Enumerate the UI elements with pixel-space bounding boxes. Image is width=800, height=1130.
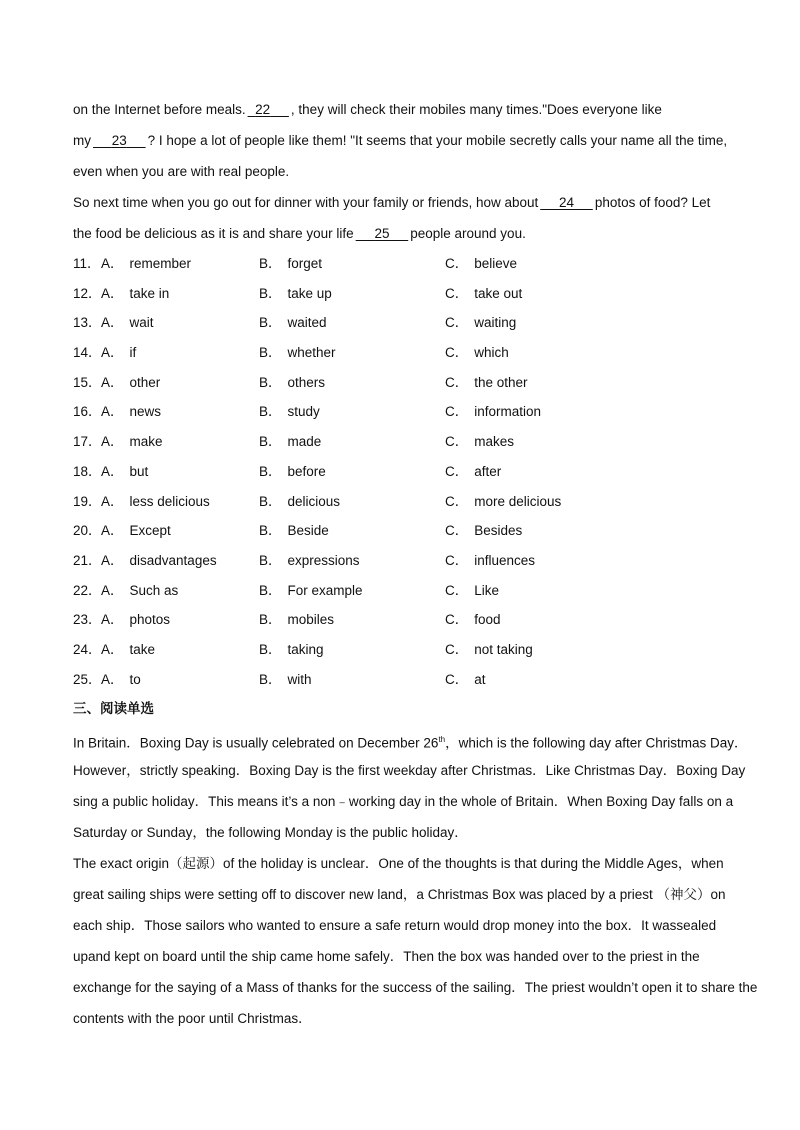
option-text: to (129, 671, 141, 687)
reading-text: In Britain．Boxing Day is usually celebrated on December 26 (73, 735, 439, 751)
blank-field (246, 94, 291, 125)
option-letter: A． (101, 493, 124, 509)
passage-line (73, 125, 733, 156)
option-letter: B． (259, 671, 282, 687)
option-text: influences (474, 552, 536, 568)
option-letter: C． (445, 493, 469, 509)
option-letter: C． (445, 671, 469, 687)
reading-line: great sailing ships were setting off to discover new land，a Christmas Box was placed by a priest （神父）on (73, 887, 726, 903)
passage-text: even when you are with real people. (73, 164, 290, 179)
question-row (73, 546, 733, 576)
option-a[interactable] (101, 368, 259, 398)
option-letter: B． (259, 256, 282, 271)
question-number: 12． (73, 285, 102, 301)
option-a[interactable] (101, 546, 259, 576)
option-text: but (129, 463, 149, 479)
question-number: 18． (73, 463, 102, 479)
option-b[interactable] (259, 249, 445, 279)
option-c[interactable] (445, 249, 645, 279)
option-text: before (287, 463, 326, 479)
question-row (73, 279, 733, 309)
reading-passage (73, 724, 758, 1034)
option-b[interactable] (259, 487, 445, 517)
question-list (73, 249, 733, 694)
reading-line: exchange for the saying of a Mass of thanks for the success of the sailing．The priest wouldn’t open it to share the (73, 980, 758, 996)
passage-line (73, 187, 733, 218)
option-text: not taking (474, 641, 533, 657)
option-letter: B． (259, 552, 282, 568)
question-number: 24． (73, 641, 102, 657)
passage-text: ? I hope a lot of people like them! "It seems that your mobile secretly calls your name all the time, (147, 133, 728, 148)
option-a[interactable] (101, 279, 259, 309)
option-letter: C． (445, 256, 469, 271)
option-a[interactable] (101, 427, 259, 457)
option-letter: B． (259, 404, 282, 420)
passage-line (73, 218, 733, 249)
option-b[interactable] (259, 457, 445, 487)
option-text: at (474, 671, 486, 687)
option-letter: C． (445, 404, 469, 420)
option-text: Beside (287, 523, 329, 539)
option-text: expressions (287, 552, 360, 568)
option-letter: A． (101, 523, 124, 539)
passage-text: , they will check their mobiles many times."Does everyone like (290, 102, 662, 117)
question-row (73, 397, 733, 427)
passage-text: people around you. (410, 226, 526, 241)
option-letter: C． (445, 463, 469, 479)
option-text: makes (474, 434, 515, 450)
question-row (73, 427, 733, 457)
option-c[interactable] (445, 338, 645, 368)
blank-field (538, 187, 595, 218)
passage-text: photos of food? Let (594, 195, 711, 210)
document-page (73, 94, 758, 1034)
option-text: disadvantages (129, 552, 217, 568)
option-letter: B． (259, 345, 282, 361)
passage-line (73, 94, 733, 125)
blank-number: 22 (255, 102, 271, 117)
option-text: taking (287, 641, 324, 657)
passage-text: my (73, 133, 91, 148)
option-letter: B． (259, 434, 282, 450)
reading-line: Saturday or Sunday，the following Monday is the public holiday． (73, 825, 468, 841)
question-number: 11． (73, 256, 101, 271)
option-b[interactable] (259, 279, 445, 309)
option-c[interactable] (445, 665, 645, 695)
question-number: 16． (73, 404, 102, 420)
option-text: take up (287, 285, 332, 301)
option-letter: A． (101, 552, 124, 568)
question-row (73, 338, 733, 368)
reading-line: sing a public holiday．This means it’s a non﹣working day in the whole of Britain．When Boxing Day falls on a (73, 794, 734, 810)
question-number: 14． (73, 345, 102, 361)
option-letter: B． (259, 612, 282, 628)
option-text: delicious (287, 493, 341, 509)
option-letter: A． (101, 582, 124, 598)
option-text: wait (129, 315, 154, 331)
option-text: if (129, 345, 137, 361)
blank-field (91, 125, 148, 156)
option-letter: C． (445, 612, 469, 628)
question-number: 25． (73, 671, 102, 687)
option-text: whether (287, 345, 336, 361)
option-text: Except (129, 523, 171, 539)
option-letter: C． (445, 552, 469, 568)
option-c[interactable] (445, 516, 645, 546)
blank-number: 23 (111, 133, 127, 148)
option-b[interactable] (259, 368, 445, 398)
option-a[interactable] (101, 635, 259, 665)
option-a[interactable] (101, 397, 259, 427)
option-letter: B． (259, 523, 282, 539)
option-text: Such as (129, 582, 179, 598)
option-text: others (287, 374, 326, 390)
option-text: study (287, 404, 320, 420)
option-c[interactable] (445, 397, 645, 427)
option-text: believe (474, 256, 518, 271)
option-a[interactable] (101, 308, 259, 338)
option-a[interactable] (101, 338, 259, 368)
reading-line: contents with the poor until Christmas． (73, 1011, 312, 1027)
option-letter: A． (101, 671, 124, 687)
option-letter: A． (101, 315, 124, 331)
option-letter: A． (101, 285, 124, 301)
option-letter: C． (445, 523, 469, 539)
question-number: 17． (73, 434, 102, 450)
option-c[interactable] (445, 279, 645, 309)
option-text: made (287, 434, 322, 450)
option-text: after (474, 463, 502, 479)
option-c[interactable] (445, 546, 645, 576)
option-text: which (474, 345, 509, 361)
blank-number: 24 (559, 195, 575, 210)
option-letter: C． (445, 582, 469, 598)
ordinal-suffix: th (438, 735, 446, 745)
option-b[interactable] (259, 338, 445, 368)
question-row (73, 308, 733, 338)
blank-number: 25 (374, 226, 390, 241)
option-letter: C． (445, 285, 469, 301)
option-text: For example (287, 582, 363, 598)
option-text: take in (129, 285, 170, 301)
reading-line: However，strictly speaking．Boxing Day is the first weekday after Christmas．Like Christmas Day．Boxing Day (73, 763, 746, 779)
option-text: take out (474, 285, 523, 301)
option-text: with (287, 671, 312, 687)
question-row (73, 516, 733, 546)
option-a[interactable] (101, 576, 259, 606)
option-c[interactable] (445, 487, 645, 517)
option-letter: C． (445, 434, 469, 450)
option-letter: A． (101, 374, 124, 390)
option-letter: A． (101, 641, 124, 657)
option-letter: B． (259, 641, 282, 657)
option-letter: B． (259, 315, 282, 331)
option-c[interactable] (445, 457, 645, 487)
option-letter: C． (445, 315, 469, 331)
option-a[interactable] (101, 487, 259, 517)
reading-line: each ship．Those sailors who wanted to ensure a safe return would drop money into the box．It wassealed (73, 918, 717, 934)
option-text: the other (474, 374, 528, 390)
option-letter: C． (445, 345, 469, 361)
option-text: information (474, 404, 542, 420)
question-number: 13． (73, 315, 102, 331)
option-text: mobiles (287, 612, 335, 628)
section-title: 三、阅读单选 (73, 701, 154, 718)
option-text: make (129, 434, 163, 450)
reading-line (73, 724, 748, 755)
question-row (73, 368, 733, 398)
passage-text: the food be delicious as it is and share your life (73, 226, 354, 241)
option-text: waited (287, 315, 327, 331)
option-text: more delicious (474, 493, 562, 509)
reading-line: The exact origin（起源）of the holiday is unclear．One of the thoughts is that during the Middle Ages，when (73, 856, 724, 872)
question-row (73, 457, 733, 487)
option-c[interactable] (445, 576, 645, 606)
option-letter: A． (101, 404, 124, 420)
option-letter: C． (445, 374, 469, 390)
option-c[interactable] (445, 308, 645, 338)
option-c[interactable] (445, 427, 645, 457)
option-a[interactable] (101, 249, 259, 279)
question-row (73, 605, 733, 635)
option-b[interactable] (259, 308, 445, 338)
option-text: Like (474, 582, 500, 598)
reading-text: ，which is the following day after Christmas Day． (445, 735, 748, 751)
option-b[interactable] (259, 635, 445, 665)
option-letter: C． (445, 641, 469, 657)
option-c[interactable] (445, 605, 645, 635)
option-text: waiting (474, 315, 517, 331)
option-letter: A． (101, 345, 124, 361)
option-letter: B． (259, 285, 282, 301)
option-b[interactable] (259, 516, 445, 546)
option-b[interactable] (259, 397, 445, 427)
question-row (73, 576, 733, 606)
option-text: remember (129, 256, 192, 271)
option-b[interactable] (259, 576, 445, 606)
option-a[interactable] (101, 516, 259, 546)
option-b[interactable] (259, 605, 445, 635)
option-a[interactable] (101, 457, 259, 487)
question-number: 23． (73, 612, 102, 628)
option-letter: A． (101, 463, 124, 479)
question-number: 21． (73, 552, 102, 568)
question-row (73, 487, 733, 517)
passage-line (73, 156, 733, 187)
option-letter: A． (101, 434, 124, 450)
option-a[interactable] (101, 605, 259, 635)
option-text: forget (287, 256, 323, 271)
option-letter: A． (101, 612, 124, 628)
reading-line: upand kept on board until the ship came home safely．Then the box was handed over to the priest in the (73, 949, 700, 965)
option-b[interactable] (259, 427, 445, 457)
option-text: Besides (474, 523, 523, 539)
option-b[interactable] (259, 665, 445, 695)
option-letter: B． (259, 493, 282, 509)
option-letter: A． (101, 256, 124, 271)
question-number: 19． (73, 493, 102, 509)
option-text: photos (129, 612, 171, 628)
passage-text: on the Internet before meals. (73, 102, 246, 117)
option-c[interactable] (445, 368, 645, 398)
question-number: 20． (73, 523, 102, 539)
option-text: food (474, 612, 501, 628)
option-letter: B． (259, 582, 282, 598)
option-letter: B． (259, 463, 282, 479)
option-text: take (129, 641, 156, 657)
option-text: news (129, 404, 162, 420)
passage-top (73, 94, 733, 249)
question-row (73, 249, 733, 279)
option-letter: B． (259, 374, 282, 390)
question-row (73, 665, 733, 695)
option-text: less delicious (129, 493, 210, 509)
option-b[interactable] (259, 546, 445, 576)
question-row (73, 635, 733, 665)
blank-field (354, 218, 411, 249)
option-text: other (129, 374, 161, 390)
question-number: 22． (73, 582, 102, 598)
question-number: 15． (73, 374, 102, 390)
passage-text: So next time when you go out for dinner with your family or friends, how about (73, 195, 539, 210)
option-c[interactable] (445, 635, 645, 665)
option-a[interactable] (101, 665, 259, 695)
